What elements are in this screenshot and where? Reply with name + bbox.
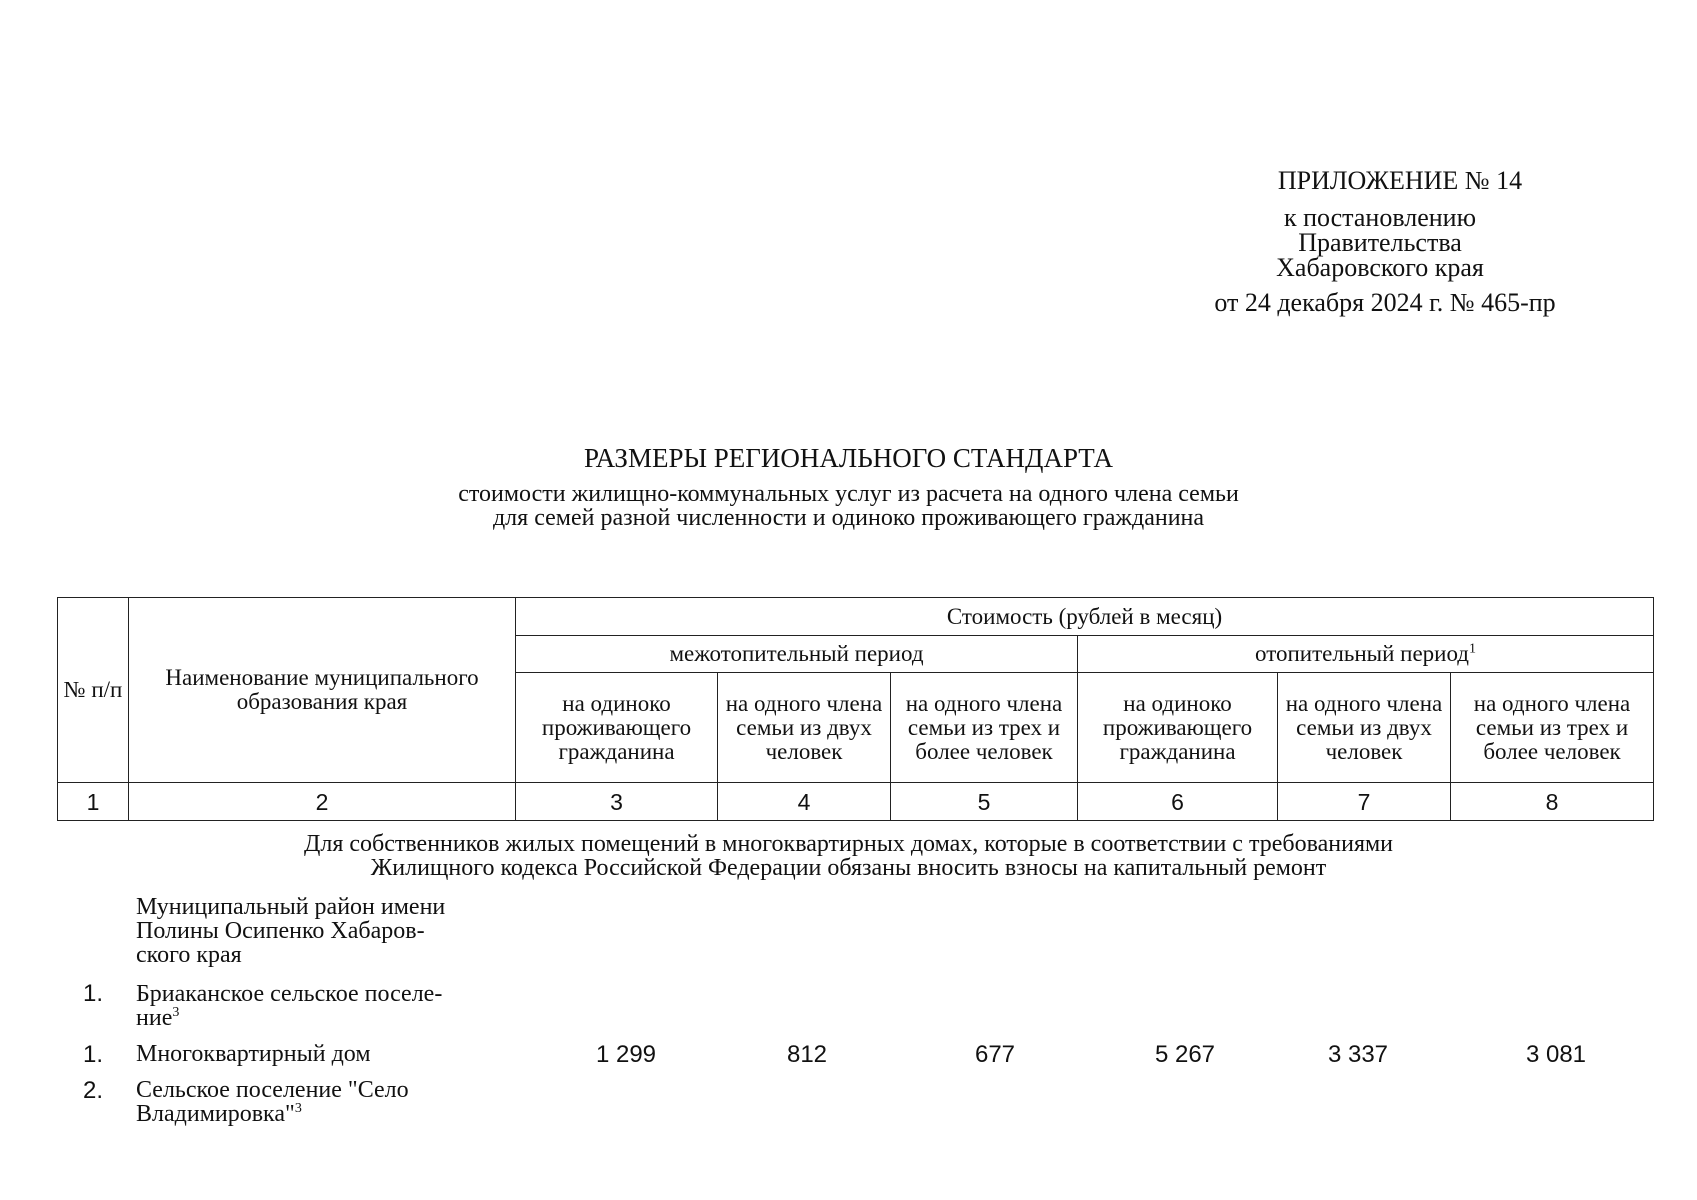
district-line-2: Полины Осипенко Хабаров- (136, 918, 425, 944)
col-index-4: 4 (718, 783, 891, 821)
cost-header: Стоимость (рублей в месяц) (516, 598, 1654, 636)
district-line-3: ского края (136, 942, 242, 968)
value-col-7: 3 337 (1327, 1041, 1389, 1068)
col-name-header: Наименование муниципального образования края (129, 598, 516, 783)
row-number: 2. (83, 1077, 104, 1104)
subheader-three-2: на одного члена семьи из трех и более человек (1451, 673, 1654, 783)
row-number: 1. (83, 1041, 104, 1068)
document-title: РАЗМЕРЫ РЕГИОНАЛЬНОГО СТАНДАРТА (584, 443, 1113, 473)
value-col-5: 677 (974, 1041, 1016, 1068)
value-col-8: 3 081 (1525, 1041, 1587, 1068)
standards-table-header (57, 597, 1654, 821)
apartment-building-label: Многоквартирный дом (136, 1041, 371, 1067)
value-col-3: 1 299 (595, 1041, 657, 1068)
col-index-2: 2 (129, 783, 516, 821)
value-col-6: 5 267 (1154, 1041, 1216, 1068)
subheader-two-1: на одного члена семьи из двух человек (718, 673, 891, 783)
col-index-6: 6 (1078, 783, 1278, 821)
footnote-mark: 3 (294, 1101, 302, 1116)
subtitle-line-1: стоимости жилищно-коммунальных услуг из расчета на одного члена семьи (458, 481, 1239, 507)
subtitle-line-2: для семей разной численности и одиноко проживающего гражданина (492, 505, 1205, 531)
value-col-4: 812 (786, 1041, 828, 1068)
appendix-line-1: к постановлению (1283, 203, 1477, 232)
period-heating-header (1078, 636, 1654, 673)
settlement-briakan-line-2-text: ние (136, 1005, 173, 1031)
appendix-block (1180, 168, 1680, 315)
district-name (136, 895, 445, 967)
period-interheating-header: межотопительный период (516, 636, 1078, 673)
appendix-title: ПРИЛОЖЕНИЕ № 14 (1277, 166, 1523, 195)
appendix-line-3: Хабаровского края (1276, 253, 1484, 282)
settlement-vladimirovka-line-2-text: Владимировка" (136, 1101, 295, 1127)
appendix-date: от 24 декабря 2024 г. № 465-пр (1214, 288, 1556, 317)
period-heating-label: отопительный период (1255, 641, 1470, 666)
appendix-line-2: Правительства (1298, 228, 1462, 257)
col-index-3: 3 (516, 783, 718, 821)
section-heading-line-1: Для собственников жилых помещений в многоквартирных домах, которые в соответствии с требованиями (303, 831, 1394, 857)
settlement-briakan (136, 982, 442, 1030)
col-index-8: 8 (1451, 783, 1654, 821)
col-number-header: № п/п (58, 598, 129, 783)
row-number: 1. (83, 980, 104, 1007)
footnote-mark: 3 (172, 1005, 180, 1020)
settlement-briakan-line-2 (136, 1006, 442, 1030)
section-heading (0, 832, 1697, 880)
subheader-single-1: на одиноко проживающего гражданина (516, 673, 718, 783)
settlement-vladimirovka-line-1: Сельское поселение "Село (136, 1077, 409, 1103)
settlement-vladimirovka-line-2 (136, 1102, 409, 1126)
document-subtitle (0, 482, 1697, 530)
subheader-two-2: на одного члена семьи из двух человек (1278, 673, 1451, 783)
col-index-5: 5 (891, 783, 1078, 821)
col-index-1: 1 (58, 783, 129, 821)
subheader-single-2: на одиноко проживающего гражданина (1078, 673, 1278, 783)
district-line-1: Муниципальный район имени (136, 894, 446, 920)
settlement-vladimirovka (136, 1078, 409, 1126)
col-index-7: 7 (1278, 783, 1451, 821)
period-heating-footnote: 1 (1469, 641, 1477, 657)
section-heading-line-2: Жилищного кодекса Российской Федерации обязаны вносить взносы на капитальный ремонт (370, 855, 1327, 881)
settlement-briakan-line-1: Бриаканское сельское поселе- (136, 981, 443, 1007)
subheader-three-1: на одного члена семьи из трех и более человек (891, 673, 1078, 783)
